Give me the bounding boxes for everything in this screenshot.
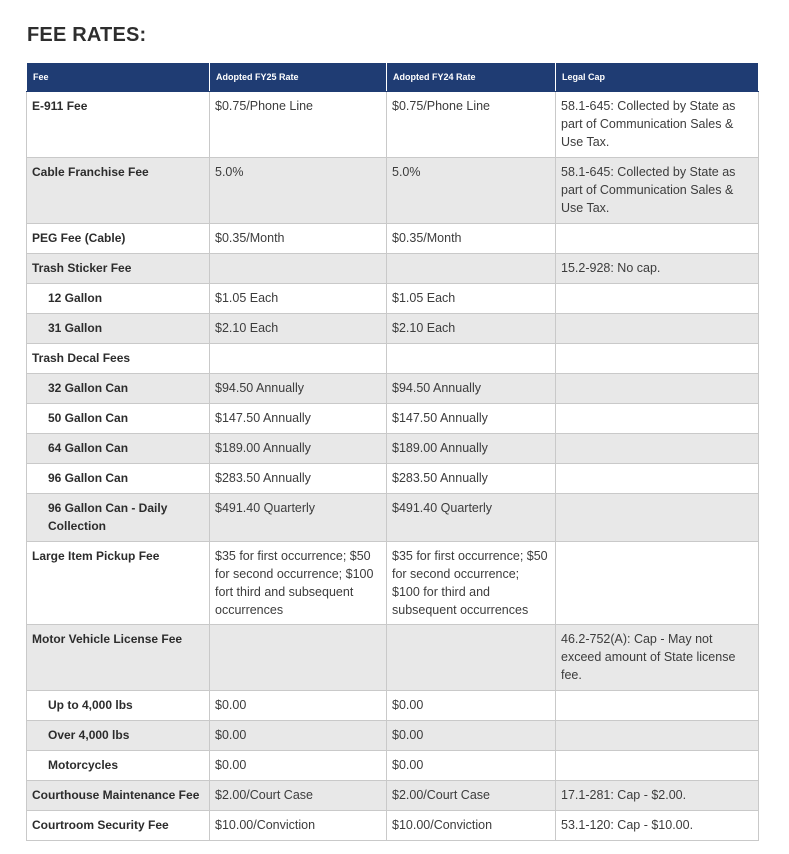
fee-name-cell: Over 4,000 lbs: [27, 721, 210, 751]
fy25-rate-cell: $0.00: [210, 721, 387, 751]
legal-cap-cell: [556, 721, 759, 751]
fy24-rate-cell: $0.00: [387, 691, 556, 721]
legal-cap-cell: [556, 494, 759, 542]
legal-cap-cell: [556, 542, 759, 625]
fee-name-cell: Motorcycles: [27, 751, 210, 781]
table-row: [27, 314, 759, 344]
legal-cap-cell: [556, 314, 759, 344]
fee-name-cell: Courtroom Security Fee: [27, 811, 210, 841]
fy24-rate-cell: $0.35/Month: [387, 224, 556, 254]
fee-name-cell: Up to 4,000 lbs: [27, 691, 210, 721]
table-row: [27, 781, 759, 811]
table-row: [27, 494, 759, 542]
legal-cap-cell: [556, 344, 759, 374]
fy25-rate-cell: $491.40 Quarterly: [210, 494, 387, 542]
table-row: [27, 434, 759, 464]
fee-name-cell: 31 Gallon: [27, 314, 210, 344]
table-row: [27, 721, 759, 751]
table-row: [27, 751, 759, 781]
page-title: FEE RATES:: [27, 24, 147, 46]
fee-name-cell: Cable Franchise Fee: [27, 158, 210, 224]
fee-name-cell: 96 Gallon Can - Daily Collection: [27, 494, 210, 542]
table-row: [27, 542, 759, 625]
legal-cap-cell: [556, 691, 759, 721]
fy24-rate-cell: [387, 625, 556, 691]
legal-cap-cell: 15.2-928: No cap.: [556, 254, 759, 284]
table-row: [27, 625, 759, 691]
fy25-rate-cell: $2.10 Each: [210, 314, 387, 344]
fee-name-cell: PEG Fee (Cable): [27, 224, 210, 254]
fee-name-cell: E-911 Fee: [27, 92, 210, 158]
table-row: [27, 464, 759, 494]
fy25-rate-cell: [210, 625, 387, 691]
table-row: [27, 344, 759, 374]
fy25-rate-cell: $1.05 Each: [210, 284, 387, 314]
fee-name-cell: 32 Gallon Can: [27, 374, 210, 404]
legal-cap-cell: 17.1-281: Cap - $2.00.: [556, 781, 759, 811]
header-fy25-rate: Adopted FY25 Rate: [210, 63, 387, 92]
fy25-rate-cell: $0.00: [210, 691, 387, 721]
fy24-rate-cell: $1.05 Each: [387, 284, 556, 314]
fee-name-cell: Trash Decal Fees: [27, 344, 210, 374]
fy24-rate-cell: $283.50 Annually: [387, 464, 556, 494]
table-header-row: [27, 63, 759, 92]
fy25-rate-cell: [210, 344, 387, 374]
legal-cap-cell: 46.2-752(A): Cap - May not exceed amount of State license fee.: [556, 625, 759, 691]
fy24-rate-cell: $0.00: [387, 751, 556, 781]
legal-cap-cell: [556, 464, 759, 494]
table-row: [27, 404, 759, 434]
fy24-rate-cell: $147.50 Annually: [387, 404, 556, 434]
legal-cap-cell: [556, 224, 759, 254]
fee-rates-table: [26, 62, 759, 841]
legal-cap-cell: [556, 284, 759, 314]
fy25-rate-cell: $0.00: [210, 751, 387, 781]
table-row: [27, 811, 759, 841]
fee-name-cell: 64 Gallon Can: [27, 434, 210, 464]
fy24-rate-cell: 5.0%: [387, 158, 556, 224]
table-row: [27, 374, 759, 404]
legal-cap-cell: [556, 374, 759, 404]
fee-name-cell: Motor Vehicle License Fee: [27, 625, 210, 691]
legal-cap-cell: [556, 751, 759, 781]
fee-name-cell: 12 Gallon: [27, 284, 210, 314]
fee-name-cell: Courthouse Maintenance Fee: [27, 781, 210, 811]
table-row: [27, 691, 759, 721]
fy24-rate-cell: $35 for first occurrence; $50 for second occurrence; $100 for third and subsequent occurrences: [387, 542, 556, 625]
table-row: [27, 158, 759, 224]
fy24-rate-cell: $491.40 Quarterly: [387, 494, 556, 542]
fy25-rate-cell: $94.50 Annually: [210, 374, 387, 404]
header-fee: Fee: [27, 63, 210, 92]
fy24-rate-cell: $0.00: [387, 721, 556, 751]
fy24-rate-cell: $10.00/Conviction: [387, 811, 556, 841]
table-row: [27, 284, 759, 314]
legal-cap-cell: 58.1-645: Collected by State as part of Communication Sales & Use Tax.: [556, 158, 759, 224]
fy24-rate-cell: [387, 344, 556, 374]
fee-name-cell: 96 Gallon Can: [27, 464, 210, 494]
fee-name-cell: Trash Sticker Fee: [27, 254, 210, 284]
fee-name-cell: 50 Gallon Can: [27, 404, 210, 434]
fy24-rate-cell: $2.00/Court Case: [387, 781, 556, 811]
fy25-rate-cell: $283.50 Annually: [210, 464, 387, 494]
fy25-rate-cell: $147.50 Annually: [210, 404, 387, 434]
fy25-rate-cell: $0.35/Month: [210, 224, 387, 254]
header-fy24-rate: Adopted FY24 Rate: [387, 63, 556, 92]
fy25-rate-cell: $35 for first occurrence; $50 for second occurrence; $100 fort third and subsequent occurrences: [210, 542, 387, 625]
legal-cap-cell: [556, 404, 759, 434]
table-row: [27, 92, 759, 158]
legal-cap-cell: 58.1-645: Collected by State as part of Communication Sales & Use Tax.: [556, 92, 759, 158]
fy25-rate-cell: 5.0%: [210, 158, 387, 224]
legal-cap-cell: 53.1-120: Cap - $10.00.: [556, 811, 759, 841]
fy24-rate-cell: $0.75/Phone Line: [387, 92, 556, 158]
fy24-rate-cell: [387, 254, 556, 284]
fy25-rate-cell: $189.00 Annually: [210, 434, 387, 464]
fy25-rate-cell: $10.00/Conviction: [210, 811, 387, 841]
table-row: [27, 254, 759, 284]
table-row: [27, 224, 759, 254]
fy25-rate-cell: $2.00/Court Case: [210, 781, 387, 811]
fee-name-cell: Large Item Pickup Fee: [27, 542, 210, 625]
fy25-rate-cell: $0.75/Phone Line: [210, 92, 387, 158]
legal-cap-cell: [556, 434, 759, 464]
fy24-rate-cell: $189.00 Annually: [387, 434, 556, 464]
fy24-rate-cell: $2.10 Each: [387, 314, 556, 344]
fy24-rate-cell: $94.50 Annually: [387, 374, 556, 404]
fy25-rate-cell: [210, 254, 387, 284]
header-legal-cap: Legal Cap: [556, 63, 759, 92]
